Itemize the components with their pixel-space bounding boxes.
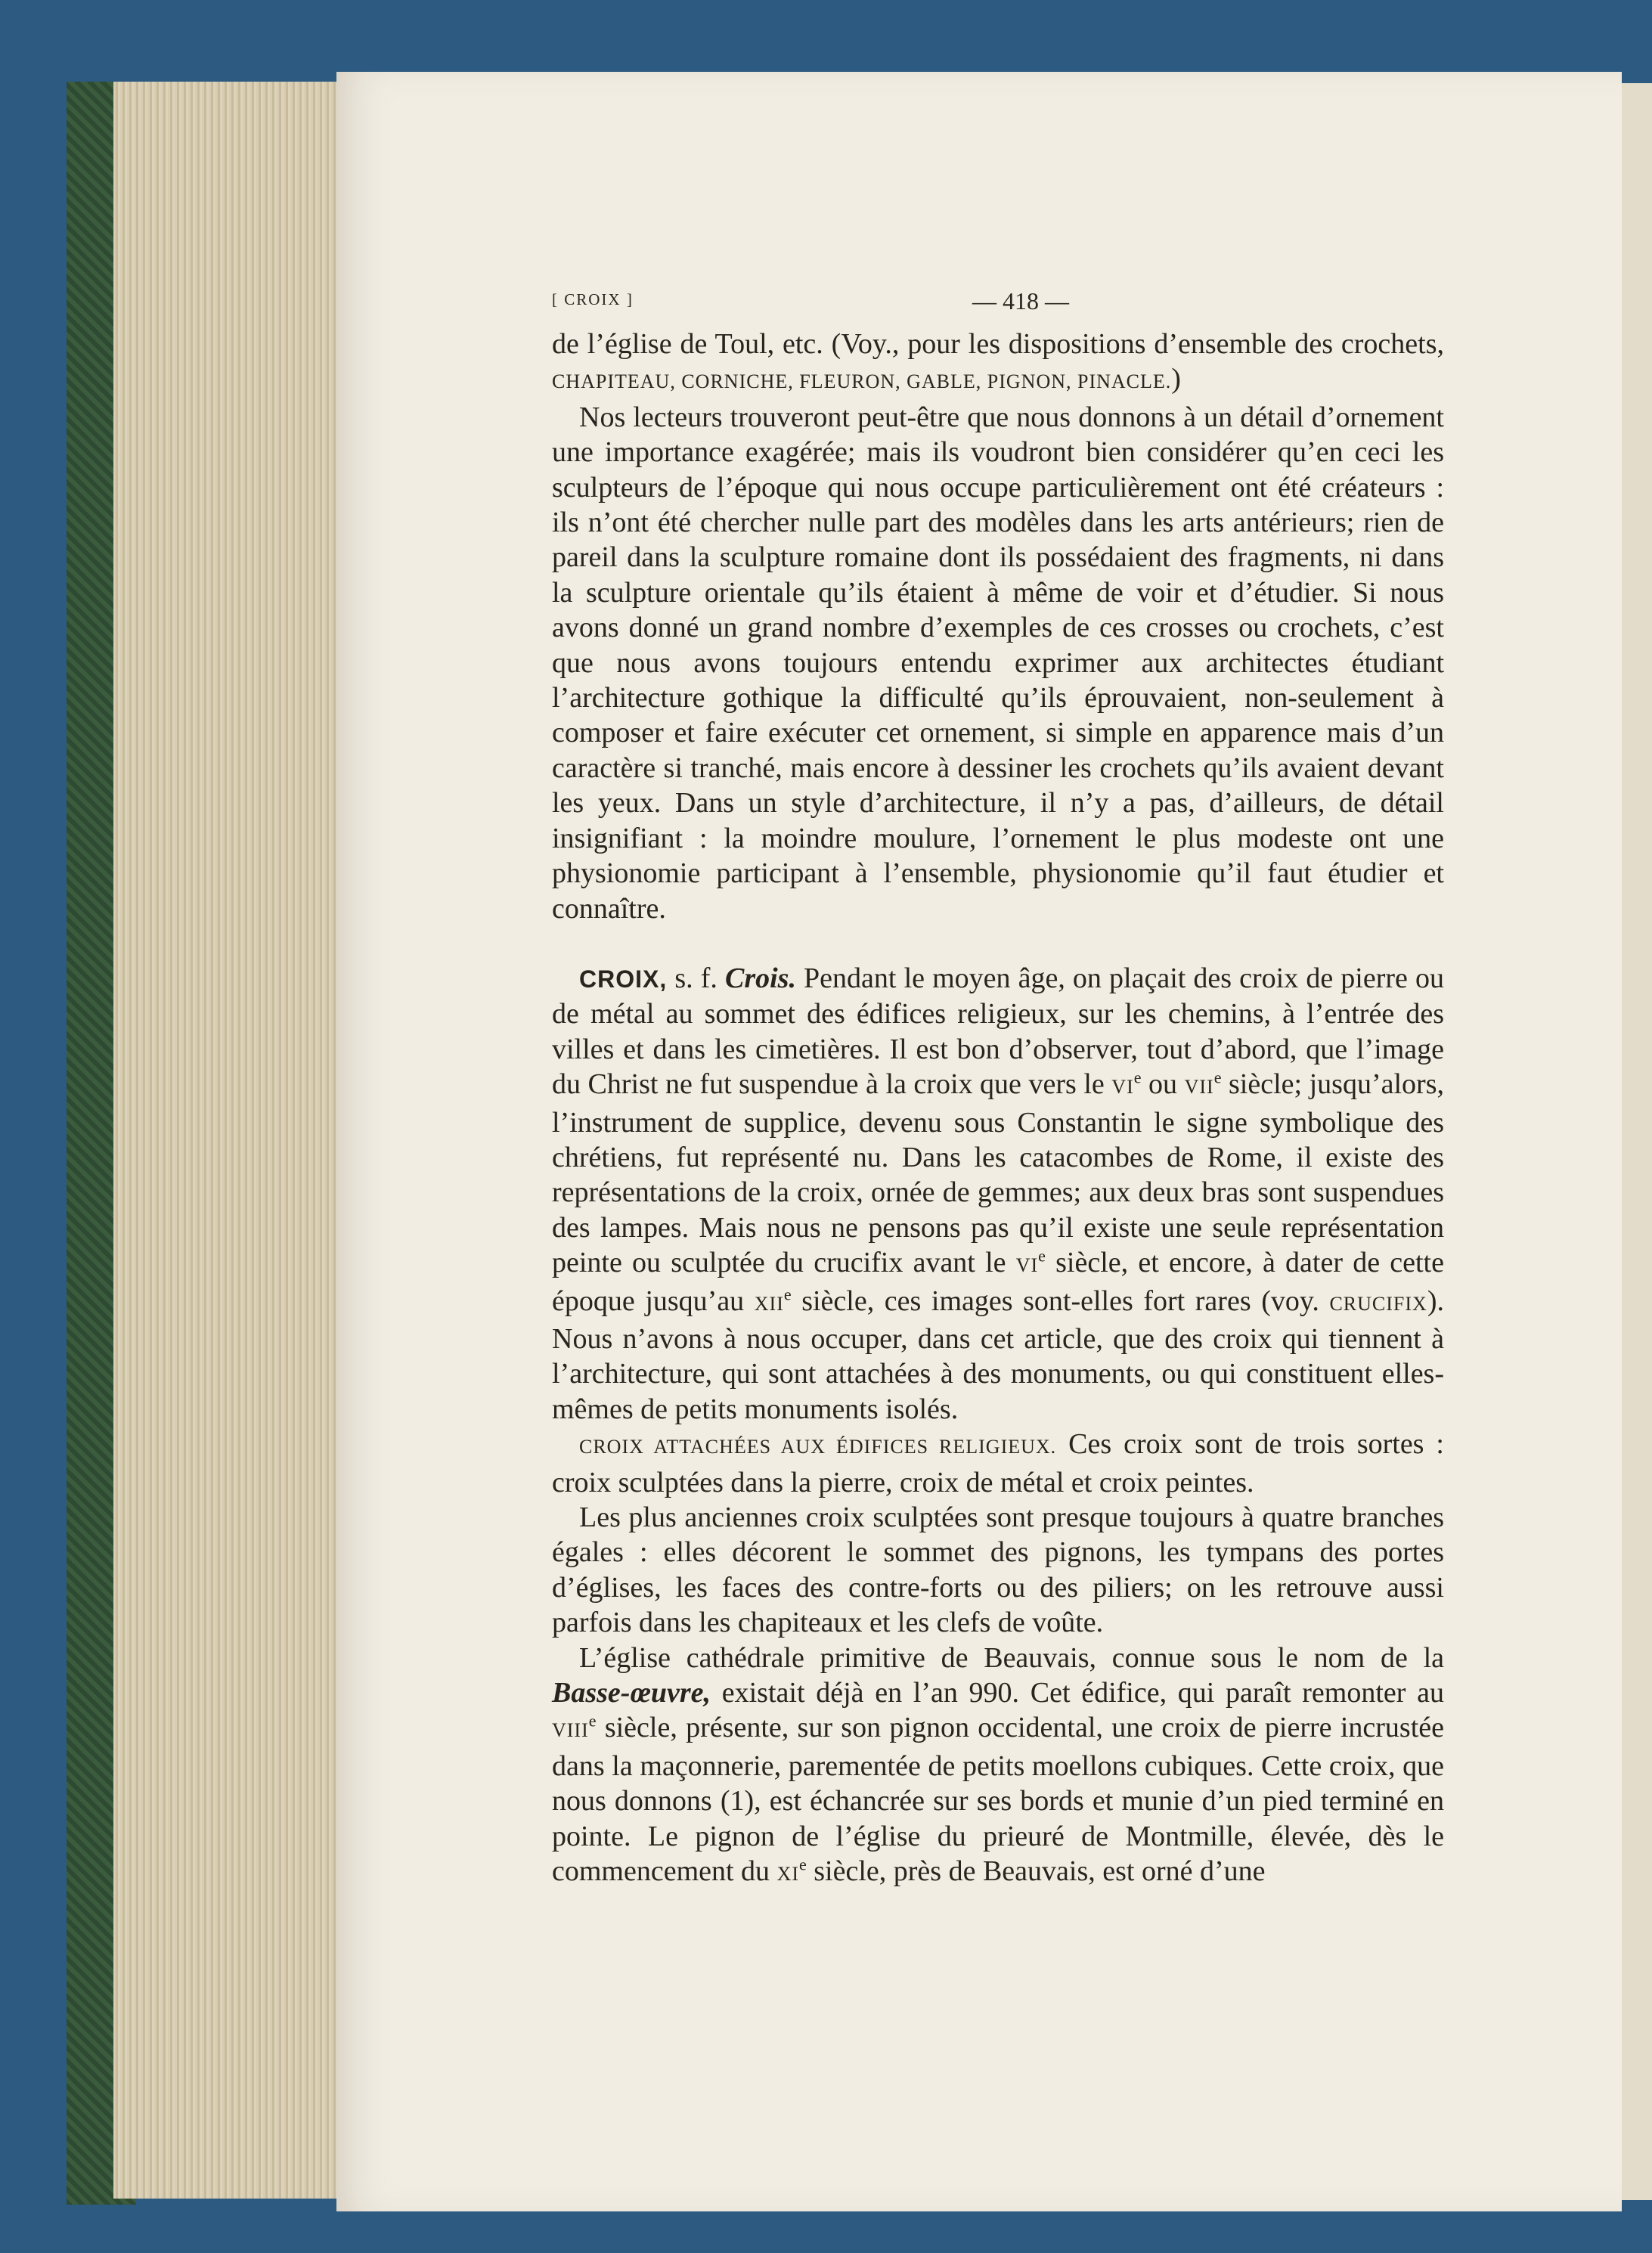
text-run: de l’église de Toul, etc. (Voy., pour les dispositions d’ensemble des crochets,	[552, 328, 1444, 360]
paragraph-beauvais	[552, 1641, 1444, 1892]
text-run: siècle; jusqu’alors, l’instrument de supplice, devenu sous Constantin le signe symbolique des chrétiens, fut représenté nu. Dans les catacombes de Rome, il existe des représentations de la croix, ornée de gemmes; aux deux bras sont suspendues des lampes. Mais nous ne pensons pas qu’il existe une seule représentation peinte ou sculptée du crucifix avant le	[552, 1068, 1444, 1279]
text-run: siècle, et encore, à dater de cette époque jusqu’au	[552, 1247, 1444, 1317]
superscript: e	[799, 1855, 807, 1874]
text-run: Pendant le moyen âge, on plaçait des croix de pierre ou de métal au sommet des édifices religieux, sur les chemins, à l’entrée des villes et dans les cimetières. Il est bon d’observer, tout d’abord, que l’image du Christ ne fut suspendue à la croix que vers le	[552, 962, 1444, 1101]
text-run: siècle, présente, sur son pignon occidental, une croix de pierre incrustée dans la maçonnerie, parementée de petits moellons cubiques. Cette croix, que nous donnons (1), est échancrée sur ses bords et munie d’un pied terminé en pointe. Le pignon de l’église du prieuré de Montmille, élevée, dès le commencement du	[552, 1712, 1444, 1888]
text-run: Ces croix sont de trois sortes : croix sculptées dans la pierre, croix de métal et croix peintes.	[552, 1428, 1444, 1498]
text-run: )	[1171, 363, 1181, 395]
text-run: ou	[1141, 1068, 1185, 1101]
entry-etymology: Crois.	[724, 962, 796, 994]
century-numeral: VII	[1184, 1076, 1214, 1099]
superscript: e	[783, 1284, 792, 1303]
entry-grammar: s. f.	[667, 962, 725, 994]
century-numeral: XII	[754, 1292, 784, 1315]
page-number: — 418 —	[972, 287, 1069, 315]
superscript: e	[1133, 1068, 1142, 1087]
body-text	[552, 327, 1444, 1892]
entry-term: CROIX,	[579, 965, 668, 993]
subsection-heading: CROIX ATTACHÉES AUX ÉDIFICES RELIGIEUX.	[579, 1436, 1057, 1458]
subsection-croix-attachees	[552, 1427, 1444, 1500]
century-numeral: XI	[776, 1863, 799, 1886]
cross-references: CHAPITEAU, CORNICHE, FLEURON, GABLE, PIGNON, PINACLE.	[552, 370, 1172, 393]
century-numeral: VIII	[552, 1719, 589, 1742]
superscript: e	[1038, 1246, 1046, 1266]
text-run: siècle, près de Beauvais, est orné d’une	[806, 1855, 1266, 1888]
facing-page-edge	[1622, 83, 1652, 2200]
text-run: L’église cathédrale primitive de Beauvais, connue sous le nom de la	[579, 1641, 1444, 1674]
superscript: e	[1213, 1068, 1222, 1087]
running-head: [ CROIX ]	[552, 290, 634, 308]
page-edges	[113, 82, 341, 2199]
text-run: siècle, ces images sont-elles fort rares (voy.	[791, 1285, 1330, 1317]
cross-reference: CRUCIFIX	[1329, 1292, 1427, 1315]
text-run: ). Nous n’avons à nous occuper, dans cet article, que des croix qui tiennent à l’architecture, qui sont attachées à des monuments, ou qui constituent elles-mêmes de petits monuments isolés.	[552, 1285, 1444, 1425]
century-numeral: VI	[1015, 1254, 1039, 1277]
century-numeral: VI	[1111, 1076, 1134, 1099]
superscript: e	[588, 1711, 597, 1731]
page-header	[552, 287, 1459, 318]
paragraph-ornament: Nos lecteurs trouveront peut-être que nous donnons à un détail d’ornement une importance exagérée; mais ils voudront bien considérer qu’en ceci les sculpteurs de l’époque qui nous occupe particulièrement ont été créateurs : ils n’ont été chercher nulle part des modèles dans les arts antérieurs; rien de pareil dans la sculpture romaine dont ils possédaient des fragments, ni dans la sculpture orientale qu’ils étaient à même de voir et d’étudier. Si nous avons donné un grand nombre d’exemples de ces crosses ou crochets, c’est que nous avons toujours entendu exprimer aux architectes étudiant l’architecture gothique la difficulté qu’ils éprouvaient, non-seulement à composer et faire exécuter cet ornement, si simple en apparence mais d’un caractère si tranché, mais encore à dessiner les crochets qu’ils avaient devant les yeux. Dans un style d’architecture, il n’y a pas, d’ailleurs, de détail insignifiant : la moindre moulure, l’ornement le plus modeste ont une physionomie participant à l’ensemble, physionomie qu’il faut étudier et connaître.	[552, 401, 1444, 925]
text-run: existait déjà en l’an 990. Cet édifice, qui paraît remonter au	[711, 1677, 1444, 1709]
entry-croix	[552, 961, 1444, 1427]
building-name: Basse-œuvre,	[552, 1677, 711, 1709]
paragraph-anciennes-croix: Les plus anciennes croix sculptées sont presque toujours à quatre branches égales : elles décorent le sommet des pignons, les tympans des portes d’églises, les faces des contre-forts ou des piliers; on les retrouve aussi parfois dans les chapiteaux et les clefs de voûte.	[552, 1501, 1444, 1639]
paragraph-continuation	[552, 327, 1444, 400]
